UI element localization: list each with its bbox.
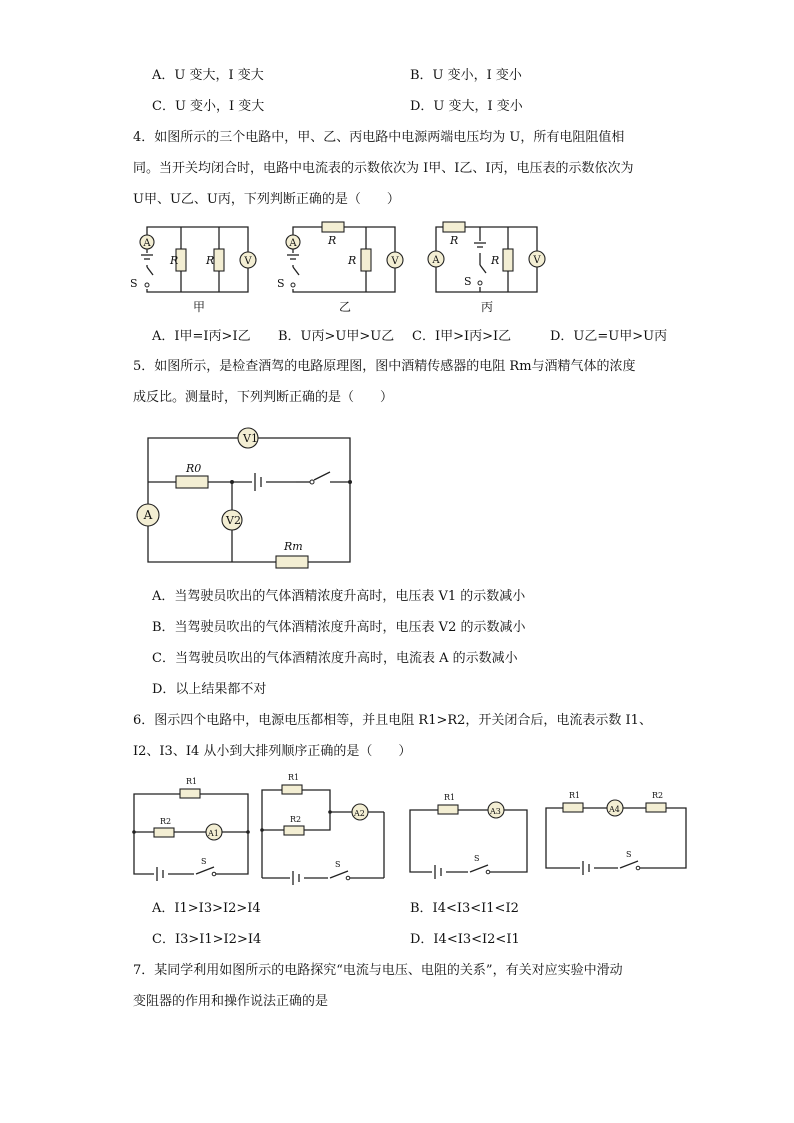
svg-text:S: S (130, 277, 138, 290)
svg-text:R1: R1 (444, 793, 456, 802)
q6-circuit-figure (0, 770, 794, 885)
svg-text:乙: 乙 (339, 300, 352, 314)
circuit-jia (130, 227, 256, 314)
q3-option-c: C．U 变小，I 变大 (152, 99, 265, 114)
svg-text:V: V (533, 255, 541, 266)
svg-text:甲: 甲 (193, 300, 206, 314)
svg-text:R2: R2 (160, 817, 172, 826)
q5-option-b: B．当驾驶员吹出的气体酒精浓度升高时，电压表 V2 的示数减小 (152, 620, 526, 635)
svg-text:V1: V1 (243, 432, 258, 445)
svg-text:S: S (201, 857, 207, 866)
svg-text:R1: R1 (569, 791, 581, 800)
q4-stem-line2: 同。当开关均闭合时，电路中电流表的示数依次为 I甲、I乙、I丙，电压表的示数依次为 (133, 161, 634, 176)
circuit-bing (428, 222, 545, 314)
svg-text:A: A (289, 238, 297, 249)
svg-text:A1: A1 (208, 829, 219, 838)
q6-option-d: D．I4<I3<I2<I1 (410, 932, 520, 947)
q5-option-c: C．当驾驶员吹出的气体酒精浓度升高时，电流表 A 的示数减小 (152, 651, 518, 666)
q5-stem-line1: 5．如图所示，是检查酒驾的电路原理图，图中酒精传感器的电阻 Rm与酒精气体的浓度 (133, 359, 636, 374)
q6-option-a: A．I1>I3>I2>I4 (152, 901, 261, 916)
svg-text:S: S (474, 854, 480, 863)
svg-text:R: R (348, 254, 357, 267)
q6-option-c: C．I3>I1>I2>I4 (152, 932, 262, 947)
svg-text:S: S (335, 860, 341, 869)
svg-text:A: A (432, 255, 440, 266)
svg-text:Rm: Rm (284, 540, 303, 553)
svg-text:R: R (206, 254, 215, 267)
q4-stem-line3: U甲、U乙、U丙，下列判断正确的是（ ） (133, 192, 400, 207)
q3-option-d: D．U 变大，I 变小 (410, 99, 523, 114)
q7-stem-line1: 7．某同学利用如图所示的电路探究“电流与电压、电阻的关系”，有关对应实验中滑动 (133, 963, 623, 978)
q5-option-a: A．当驾驶员吹出的气体酒精浓度升高时，电压表 V1 的示数减小 (152, 589, 526, 604)
svg-text:A2: A2 (354, 809, 365, 818)
svg-text:A: A (143, 508, 153, 522)
circuit-yi (277, 222, 403, 314)
q6-stem-line1: 6．图示四个电路中，电源电压都相等，并且电阻 R1>R2，开关闭合后，电流表示数 I1、 (133, 713, 652, 728)
svg-text:R: R (328, 234, 337, 247)
q4-option-a: A．I甲=I丙>I乙 (152, 329, 251, 344)
svg-text:R: R (491, 254, 500, 267)
svg-text:V: V (244, 256, 252, 267)
q4-stem-line1: 4．如图所示的三个电路中，甲、乙、丙电路中电源两端电压均为 U，所有电阻阻值相 (133, 130, 625, 145)
q6-circuit-1 (132, 777, 250, 882)
q4-circuit-figure (0, 215, 794, 320)
svg-text:R2: R2 (652, 791, 664, 800)
q6-circuit-4 (546, 791, 686, 876)
q7-stem-line2: 变阻器的作用和操作说法正确的是 (133, 994, 329, 1009)
svg-text:S: S (626, 850, 632, 859)
q6-stem-line2: I2、I3、I4 从小到大排列顺序正确的是（ ） (133, 744, 412, 759)
svg-text:R0: R0 (186, 462, 202, 475)
q6-circuit-3 (410, 793, 527, 880)
q6-option-b: B．I4<I3<I1<I2 (410, 901, 519, 916)
q6-circuit-2 (260, 773, 384, 885)
svg-text:V2: V2 (226, 514, 241, 527)
svg-text:R: R (450, 234, 459, 247)
svg-text:S: S (277, 277, 285, 290)
q4-option-c: C．I甲>I丙>I乙 (412, 329, 512, 344)
q5-stem-line2: 成反比。测量时，下列判断正确的是（ ） (133, 390, 394, 405)
svg-text:R1: R1 (186, 777, 198, 786)
svg-text:A: A (143, 238, 151, 249)
svg-text:S: S (464, 275, 472, 288)
svg-text:A4: A4 (609, 805, 620, 814)
q5-circuit-figure (0, 420, 794, 570)
svg-text:R1: R1 (288, 773, 300, 782)
q5-option-d: D．以上结果都不对 (152, 682, 267, 697)
q4-option-b: B．U丙>U甲>U乙 (278, 329, 395, 344)
svg-text:R: R (170, 254, 179, 267)
q3-option-b: B．U 变小，I 变小 (410, 68, 522, 83)
svg-text:丙: 丙 (481, 300, 494, 314)
q4-option-d: D．U乙=U甲>U丙 (550, 329, 668, 344)
svg-text:R2: R2 (290, 815, 302, 824)
svg-text:V: V (391, 256, 399, 267)
svg-text:A3: A3 (490, 807, 501, 816)
q3-option-a: A．U 变大，I 变大 (152, 68, 264, 83)
